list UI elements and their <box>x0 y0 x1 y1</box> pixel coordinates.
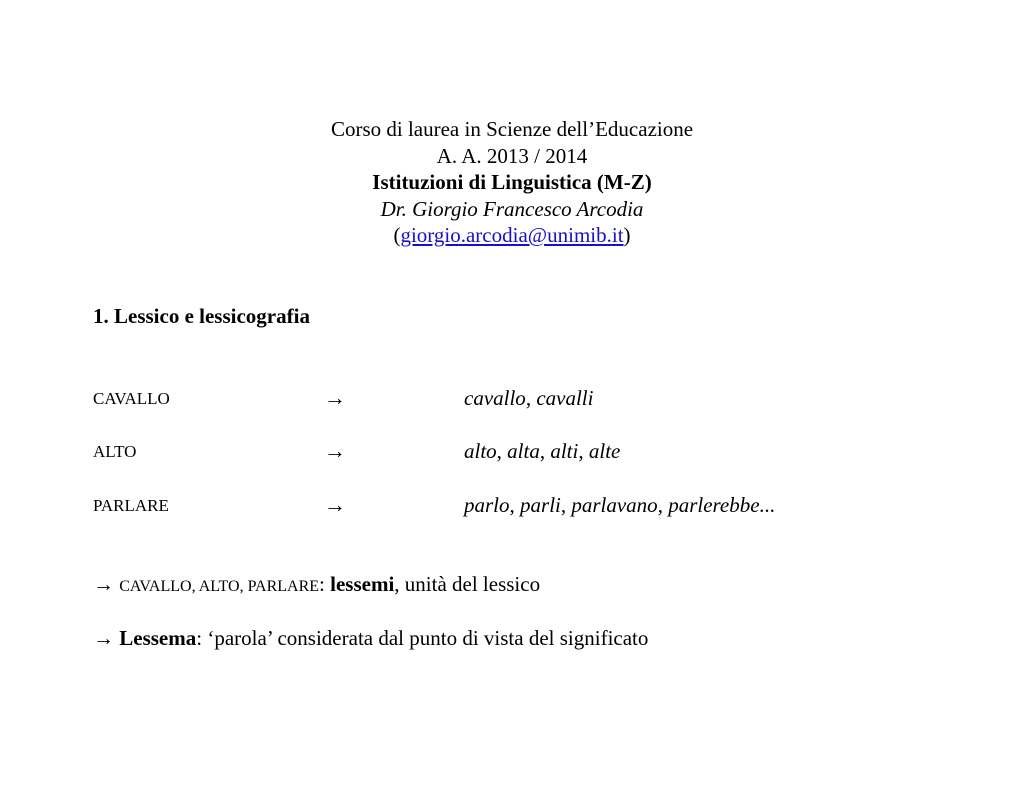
email-close-paren: ) <box>623 223 631 247</box>
word-form: parli <box>520 493 561 517</box>
word-form: cavalli <box>536 386 594 410</box>
separator: , <box>191 578 199 595</box>
right-arrow-icon: → <box>324 438 346 463</box>
lexeme-note <box>93 572 540 597</box>
lexeme-entry <box>0 436 1024 466</box>
lemma-label: CAVALLO <box>119 578 192 595</box>
definition-text: : ‘parola’ considerata dal punto di vista del significato <box>196 626 649 650</box>
right-arrow-icon: → <box>93 572 114 596</box>
inflected-forms: cavallo, cavalli <box>464 386 594 410</box>
word-form: parlo <box>464 493 510 517</box>
lexeme-entry <box>0 490 1024 520</box>
word-form: cavallo <box>464 386 526 410</box>
definition-note <box>93 626 648 651</box>
lemma-label: ALTO <box>198 578 240 595</box>
colon: : <box>319 572 331 596</box>
academic-year: A. A. 2013 / 2014 <box>436 143 588 168</box>
lemma-label: PARLARE <box>247 578 320 595</box>
inflected-forms: parlo, parli, parlavano, parlerebbe... <box>464 493 776 517</box>
email-open-paren: ( <box>393 223 401 247</box>
word-form: alta <box>507 439 540 463</box>
key-term: Lessema <box>119 626 197 650</box>
note-text: , unità del lessico <box>394 572 541 596</box>
document-header <box>0 116 1024 249</box>
instructor-name: Dr. Giorgio Francesco Arcodia <box>380 196 644 221</box>
course-title: Corso di laurea in Scienze dell’Educazione <box>330 117 694 141</box>
right-arrow-icon: → <box>93 626 114 650</box>
section-heading: 1. Lessico e lessicografia <box>93 304 310 328</box>
email-link[interactable]: giorgio.arcodia@unimib.it <box>400 223 624 247</box>
inflected-forms: alto, alta, alti, alte <box>464 439 621 463</box>
word-form: parlavano <box>571 493 658 517</box>
lexeme-entry <box>0 383 1024 413</box>
lemma-label: CAVALLO <box>93 389 170 408</box>
right-arrow-icon: → <box>324 385 346 410</box>
word-form: parlerebbe <box>668 493 760 517</box>
word-form: alte <box>588 439 621 463</box>
word-form: alti <box>550 439 579 463</box>
right-arrow-icon: → <box>324 492 346 517</box>
word-form: alto <box>464 439 497 463</box>
instructor-contact <box>0 222 1024 249</box>
key-term: lessemi <box>330 572 395 596</box>
lemma-label: ALTO <box>93 442 137 461</box>
ellipsis: ... <box>759 493 776 517</box>
lemma-label: PARLARE <box>93 496 169 515</box>
separator: , <box>239 578 248 595</box>
subject-title: Istituzioni di Linguistica (M-Z) <box>372 170 652 194</box>
